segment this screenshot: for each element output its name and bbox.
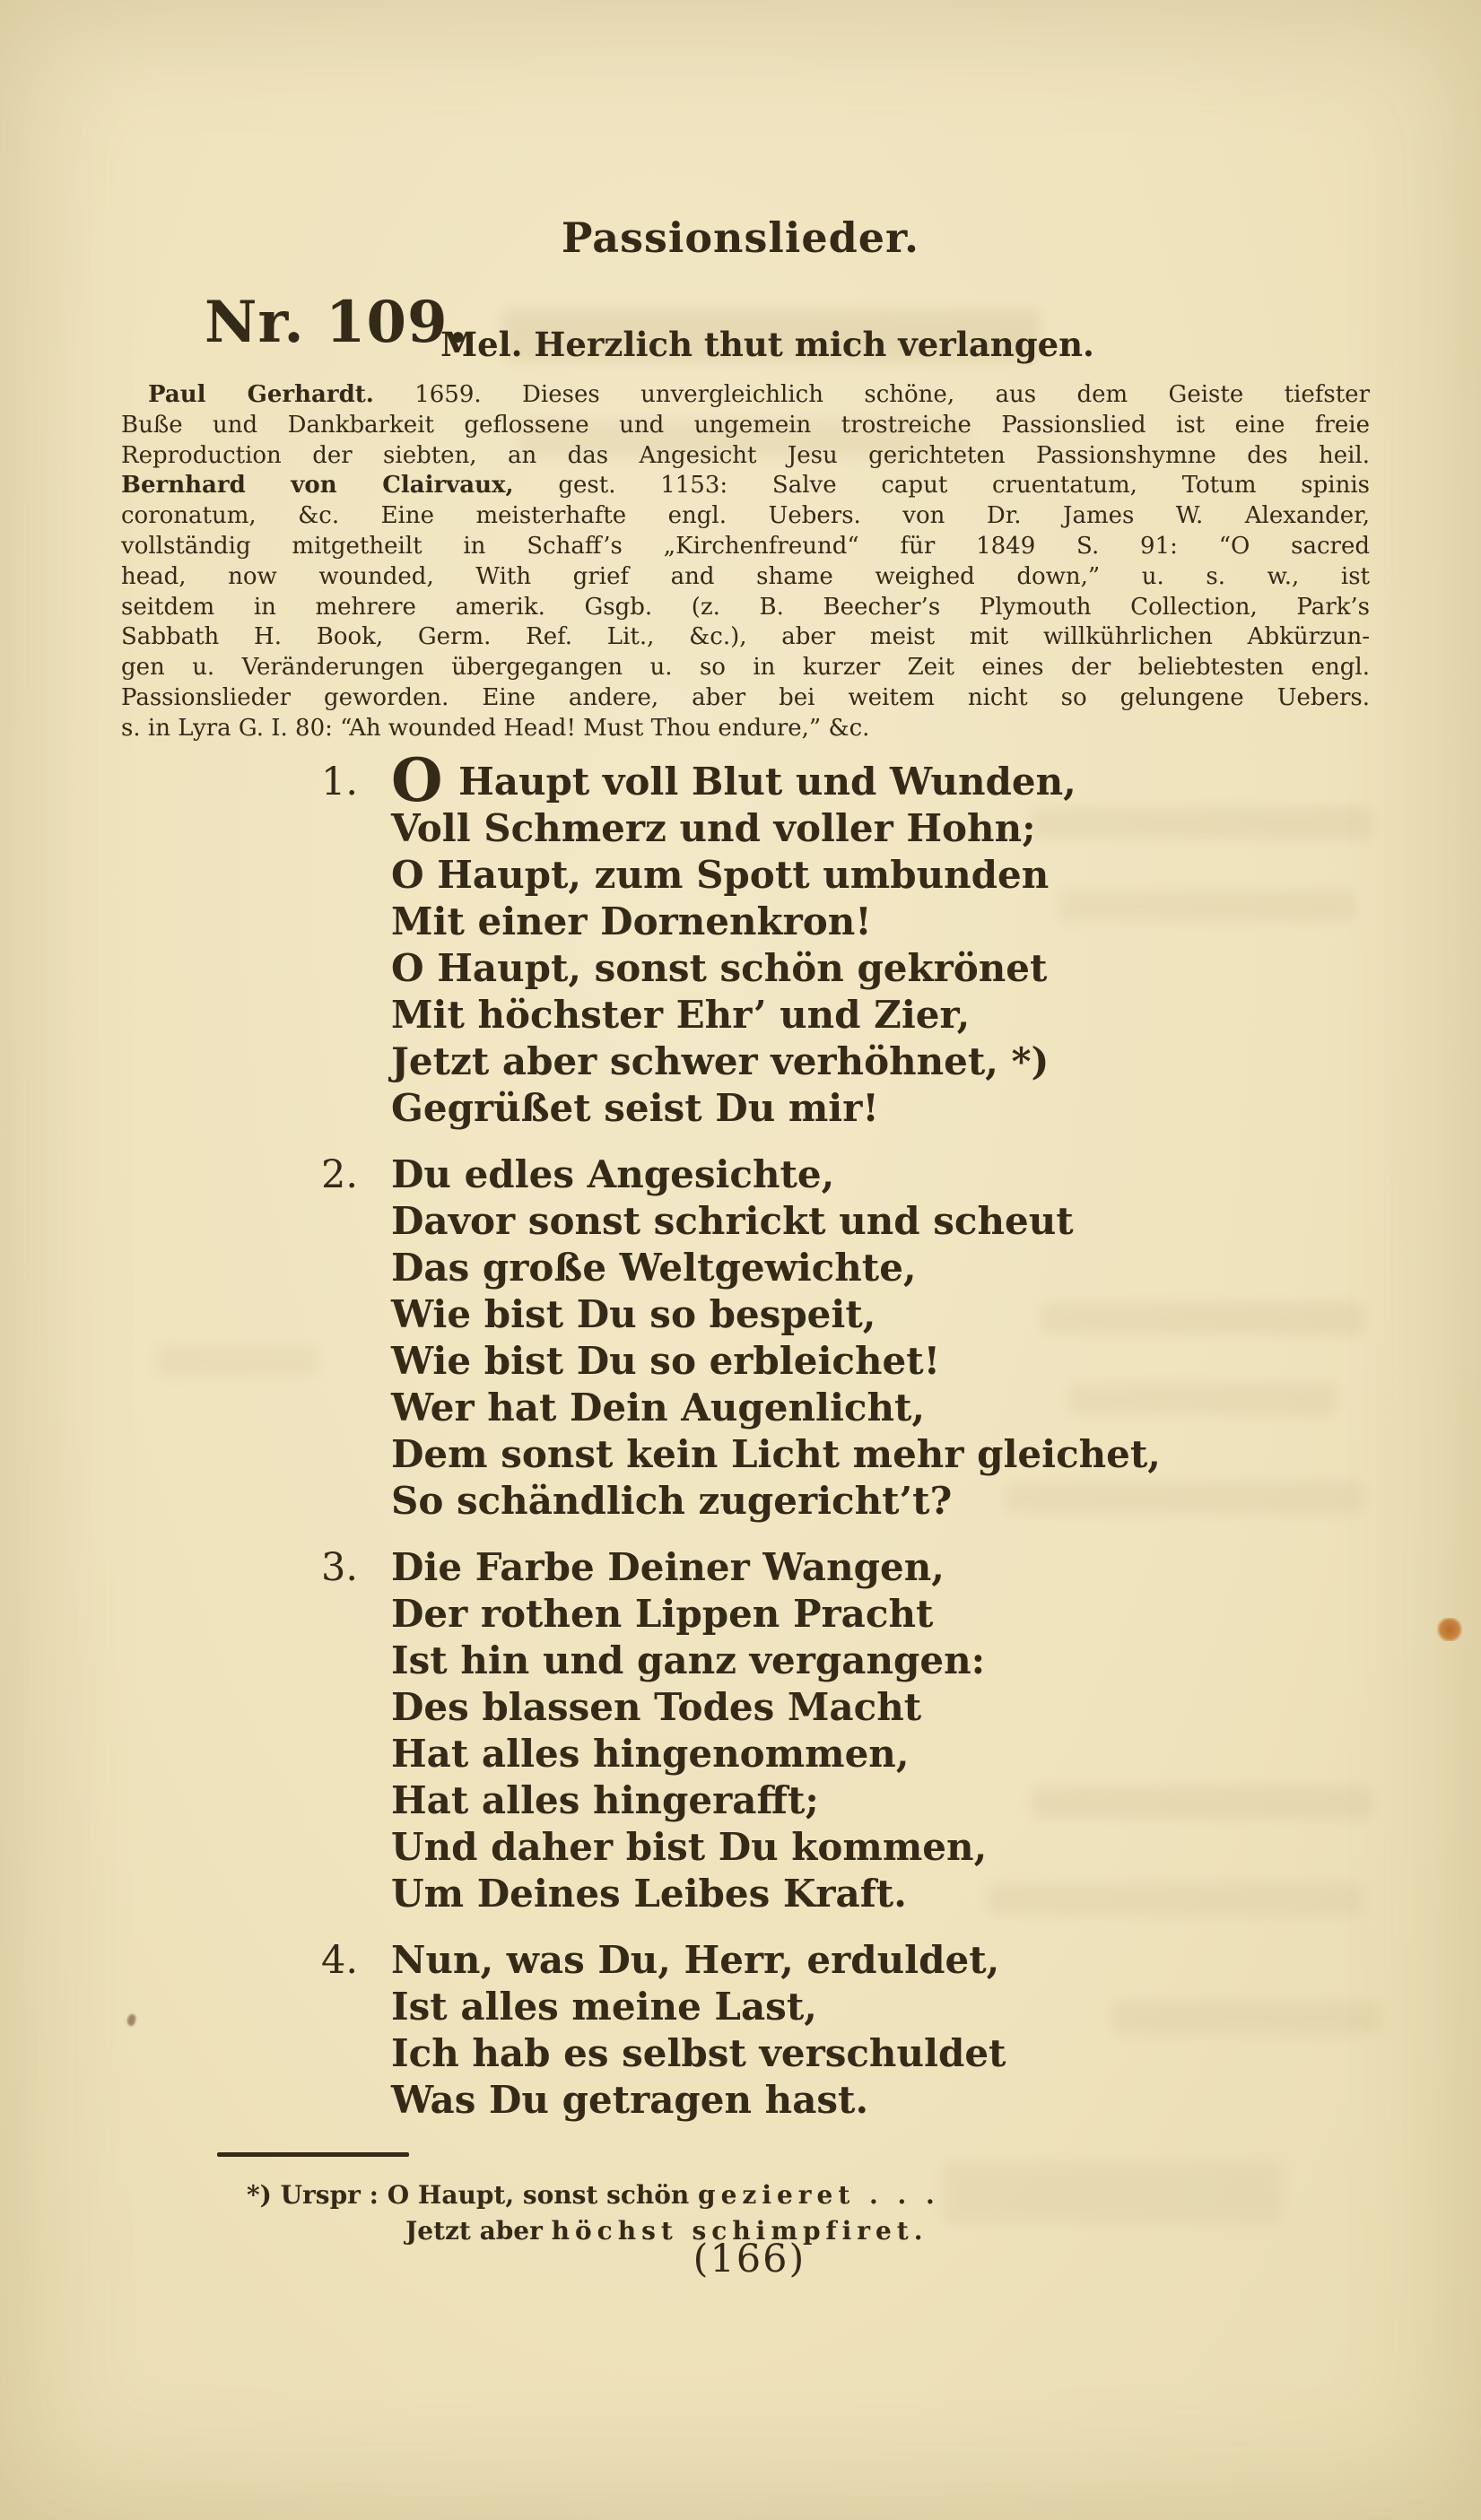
ghost-smudge: [157, 1345, 318, 1377]
footnote-text-1: Urspr : O Haupt, sonst schön: [271, 2180, 699, 2210]
verse-line: Und daher bist Du kommen,: [391, 1825, 988, 1869]
verse-line: Gegrüßet seist Du mir!: [391, 1086, 879, 1130]
melody-line: Mel. Herzlich thut mich verlangen.: [440, 325, 1094, 364]
foxing-spot: [1437, 1618, 1462, 1641]
stanza-number: 3.: [321, 1545, 359, 1590]
ink-speck: [126, 2013, 137, 2027]
verse-line: Hat alles hingenommen,: [391, 1732, 910, 1776]
stanza-number: 2.: [321, 1152, 359, 1197]
hymn-number: Nr. 109.: [205, 289, 469, 356]
verse-line: Nun, was Du, Herr, erduldet,: [391, 1938, 1000, 1982]
stanza-body: [391, 1151, 1161, 1525]
verse-line: Jetzt aber schwer verhöhnet, *): [391, 1039, 1050, 1083]
stanza-body: [391, 745, 1161, 1132]
verse-line: Des blassen Todes Macht: [391, 1685, 922, 1729]
verse-line: Was Du getragen hast.: [391, 2078, 869, 2122]
footnote-spaced-2: höchst schimpfiret.: [551, 2216, 928, 2246]
verse-line: Wie bist Du so bespeit,: [391, 1292, 876, 1336]
verse-line: Du edles Angesichte,: [391, 1152, 835, 1196]
verse-line: Wie bist Du so erbleichet!: [391, 1339, 941, 1383]
intro-line: Paul Gerhardt. 1659. Dieses unvergleichlich schöne, aus dem Geiste tiefster: [148, 381, 1370, 408]
intro-bold-text: Paul Gerhardt.: [148, 381, 374, 408]
stanza: [321, 1937, 1161, 2124]
verse-line: So schändlich zugericht’t?: [391, 1479, 953, 1523]
intro-line: gen u. Veränderungen übergegangen u. so in kurzer Zeit eines der beliebtesten engl.: [121, 654, 1370, 682]
verse-line: Voll Schmerz und voller Hohn;: [391, 806, 1036, 850]
intro-line: vollständig mitgetheilt in Schaff’s „Kirchenfreund“ für 1849 S. 91: “O sacred: [121, 532, 1370, 560]
intro-line: coronatum, &c. Eine meisterhafte engl. Uebers. von Dr. James W. Alexander,: [121, 502, 1370, 530]
verse-line: Um Deines Leibes Kraft.: [391, 1872, 907, 1916]
verse-line: Hat alles hingerafft;: [391, 1778, 819, 1822]
intro-bold-text: Bernhard von Clairvaux,: [121, 472, 514, 500]
stanza: [321, 1544, 1161, 1917]
verse-line: Davor sonst schrickt und scheut: [391, 1199, 1074, 1243]
intro-line: s. in Lyra G. I. 80: “Ah wounded Head! Must Thou endure,” &c.: [121, 714, 870, 742]
stanza-number: 4.: [321, 1938, 359, 1983]
stanza-body: [391, 1937, 1161, 2124]
verse-line: Dem sonst kein Licht mehr gleichet,: [391, 1432, 1161, 1476]
verse-line: O Haupt, zum Spott umbunden: [391, 853, 1050, 897]
stanza-number: 1.: [321, 760, 359, 804]
intro-line: Passionslieder geworden. Eine andere, aber bei weitem nicht so gelungene Uebers.: [121, 683, 1370, 711]
verse-line: O Haupt voll Blut und Wunden,: [391, 745, 1076, 815]
footnote-text-2: Jetzt aber: [405, 2216, 552, 2246]
verse-line: Mit höchster Ehr’ und Zier,: [391, 993, 971, 1037]
verse-line: Ist hin und ganz vergangen:: [391, 1638, 986, 1682]
intro-line: Buße und Dankbarkeit geflossene und ungemein trostreiche Passionslied ist eine freie: [121, 411, 1370, 439]
intro-line: Bernhard von Clairvaux, gest. 1153: Salve caput cruentatum, Totum spinis: [121, 472, 1370, 500]
intro-line: head, now wounded, With grief and shame weighed down,” u. s. w., ist: [121, 562, 1370, 590]
intro-line: Sabbath H. Book, Germ. Ref. Lit., &c.), aber meist mit willkührlichen Abkürzun-: [121, 623, 1370, 651]
verse-line: Mit einer Dornenkron!: [391, 899, 872, 943]
verse-line: Der rothen Lippen Pracht: [391, 1592, 934, 1636]
intro-line: seitdem in mehrere amerik. Gsgb. (z. B. Beecher’s Plymouth Collection, Park’s: [121, 593, 1370, 621]
running-head: Passionslieder.: [561, 213, 920, 262]
verse-line: Ich hab es selbst verschuldet: [391, 2031, 1006, 2075]
hymn-intro: [121, 380, 1370, 744]
footnote-line-1: [247, 2177, 940, 2213]
verse-line: O Haupt, sonst schön gekrönet: [391, 946, 1048, 990]
verse-line: Wer hat Dein Augenlicht,: [391, 1386, 926, 1429]
verse-line: Das große Weltgewichte,: [391, 1246, 917, 1290]
hymn-stanzas: [321, 745, 1161, 2143]
footnote-spaced-1: gezieret . . .: [698, 2180, 940, 2210]
intro-line: Reproduction der siebten, an das Angesicht Jesu gerichteten Passionshymne des heil.: [121, 441, 1370, 469]
drop-cap-initial: O: [391, 745, 446, 815]
ghost-smudge: [942, 2161, 1283, 2224]
stanza: [321, 745, 1161, 1132]
stanza: [321, 1151, 1161, 1525]
verse-line: Die Farbe Deiner Wangen,: [391, 1545, 945, 1589]
footnote-rule: [217, 2152, 409, 2157]
page-number: (166): [693, 2237, 806, 2281]
verse-line: Ist alles meine Last,: [391, 1985, 817, 2029]
stanza-body: [391, 1544, 1161, 1917]
footnote-marker: *): [247, 2180, 272, 2210]
